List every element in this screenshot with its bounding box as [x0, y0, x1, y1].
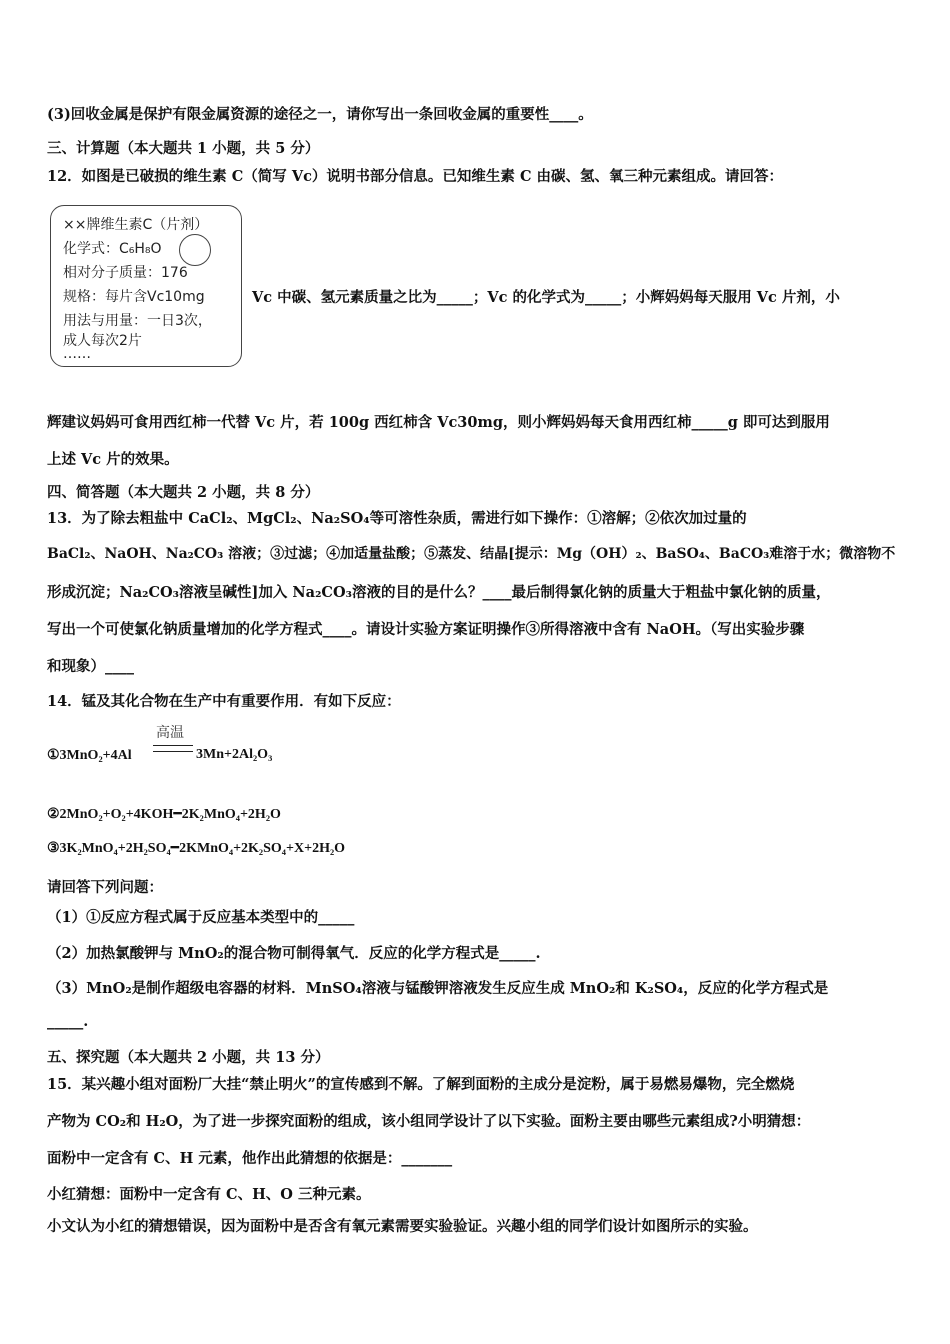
label-more: ……: [63, 346, 91, 362]
equation-1-left: ①3MnO₂+4Al: [47, 748, 132, 763]
q13-line5: 和现象）____: [47, 658, 134, 675]
q12-questions: Vc 中碳、氢元素质量之比为_____；Vc 的化学式为_____；小辉妈妈每天服用 Vc 片剂，小: [252, 289, 840, 306]
label-dose: 成人每次2片: [63, 333, 142, 349]
q12-end: 上述 Vc 片的效果。: [47, 451, 179, 468]
section-5-heading: 五、探究题（本大题共 2 小题，共 13 分）: [47, 1049, 330, 1066]
q14-part2: （2）加热氯酸钾与 MnO₂的混合物可制得氧气．反应的化学方程式是_____.: [47, 945, 541, 962]
q14-stem: 14．锰及其化合物在生产中有重要作用．有如下反应：: [47, 693, 401, 710]
q13-line2: BaCl₂、NaOH、Na₂CO₃ 溶液；③过滤；④加适量盐酸；⑤蒸发、结晶[提示：Mg（OH）₂、BaSO₄、BaCO₃难溶于水；微溶物不: [47, 546, 896, 562]
label-title: ××牌维生素C（片剂）: [63, 217, 209, 233]
label-spec: 规格：每片含Vc10mg: [63, 289, 205, 305]
equation-1-condition: 高温: [156, 725, 184, 741]
q14-part3: （3）MnO₂是制作超级电容器的材料．MnSO₄溶液与锰酸钾溶液发生反应生成 MnO₂和 K₂SO₄，反应的化学方程式是: [47, 980, 829, 997]
label-formula: 化学式：C₆H₈O: [63, 241, 162, 257]
q15-line1: 15．某兴趣小组对面粉厂大挂“禁止明火”的宣传感到不解。了解到面粉的主成分是淀粉，属于易燃易爆物，完全燃烧: [47, 1076, 795, 1093]
q15-line5: 小文认为小红的猜想错误，因为面粉中是否含有氧元素需要实验验证。兴趣小组的同学们设计如图所示的实验。: [47, 1218, 758, 1235]
equation-2: ②2MnO₂+O₂+4KOH━2K₂MnO₄+2H₂O: [47, 807, 281, 822]
section-3-heading: 三、计算题（本大题共 1 小题，共 5 分）: [47, 140, 320, 157]
q15-line2: 产物为 CO₂和 H₂O，为了进一步探究面粉的组成，该小组同学设计了以下实验。面粉主要由哪些元素组成?小明猜想：: [47, 1113, 811, 1130]
label-usage: 用法与用量：一日3次，: [63, 313, 212, 329]
q14-part3-blank: _____.: [47, 1013, 89, 1030]
q15-line4: 小红猜想：面粉中一定含有 C、H、O 三种元素。: [47, 1186, 371, 1203]
q11-part3: (3)回收金属是保护有限金属资源的途径之一，请你写出一条回收金属的重要性____。: [47, 106, 593, 123]
q13-line4: 写出一个可使氯化钠质量增加的化学方程式____。请设计实验方案证明操作③所得溶液中含有 NaOH。（写出实验步骤: [47, 621, 805, 638]
q14-prompt: 请回答下列问题：: [47, 879, 163, 896]
equation-1-right: 3Mn+2Al₂O₃: [196, 747, 273, 762]
label-mass: 相对分子质量：176: [63, 265, 188, 281]
q12-continued: 辉建议妈妈可食用西红柿一代替 Vc 片，若 100g 西红柿含 Vc30mg，则小辉妈妈每天食用西红柿_____g 即可达到服用: [47, 414, 830, 431]
q13-line1: 13．为了除去粗盐中 CaCl₂、MgCl₂、Na₂SO₄等可溶性杂质，需进行如下操作：①溶解；②依次加过量的: [47, 510, 747, 527]
q12-stem: 12．如图是已破损的维生素 C（简写 Vc）说明书部分信息。已知维生素 C 由碳、氢、氧三种元素组成。请回答：: [47, 168, 784, 185]
equation-3: ③3K₂MnO₄+2H₂SO₄━2KMnO₄+2K₂SO₄+X+2H₂O: [47, 841, 346, 856]
q13-line3: 形成沉淀；Na₂CO₃溶液呈碱性]加入 Na₂CO₃溶液的目的是什么？____最后制得氯化钠的质量大于粗盐中氯化钠的质量，: [47, 584, 831, 601]
q14-part1: （1）①反应方程式属于反应基本类型中的_____: [47, 909, 355, 926]
q15-line3: 面粉中一定含有 C、H 元素，他作出此猜想的依据是：_______: [47, 1150, 453, 1167]
vitamin-c-label: [50, 205, 242, 367]
equation-1-equals-sign: [153, 745, 193, 752]
section-4-heading: 四、简答题（本大题共 2 小题，共 8 分）: [47, 484, 320, 501]
